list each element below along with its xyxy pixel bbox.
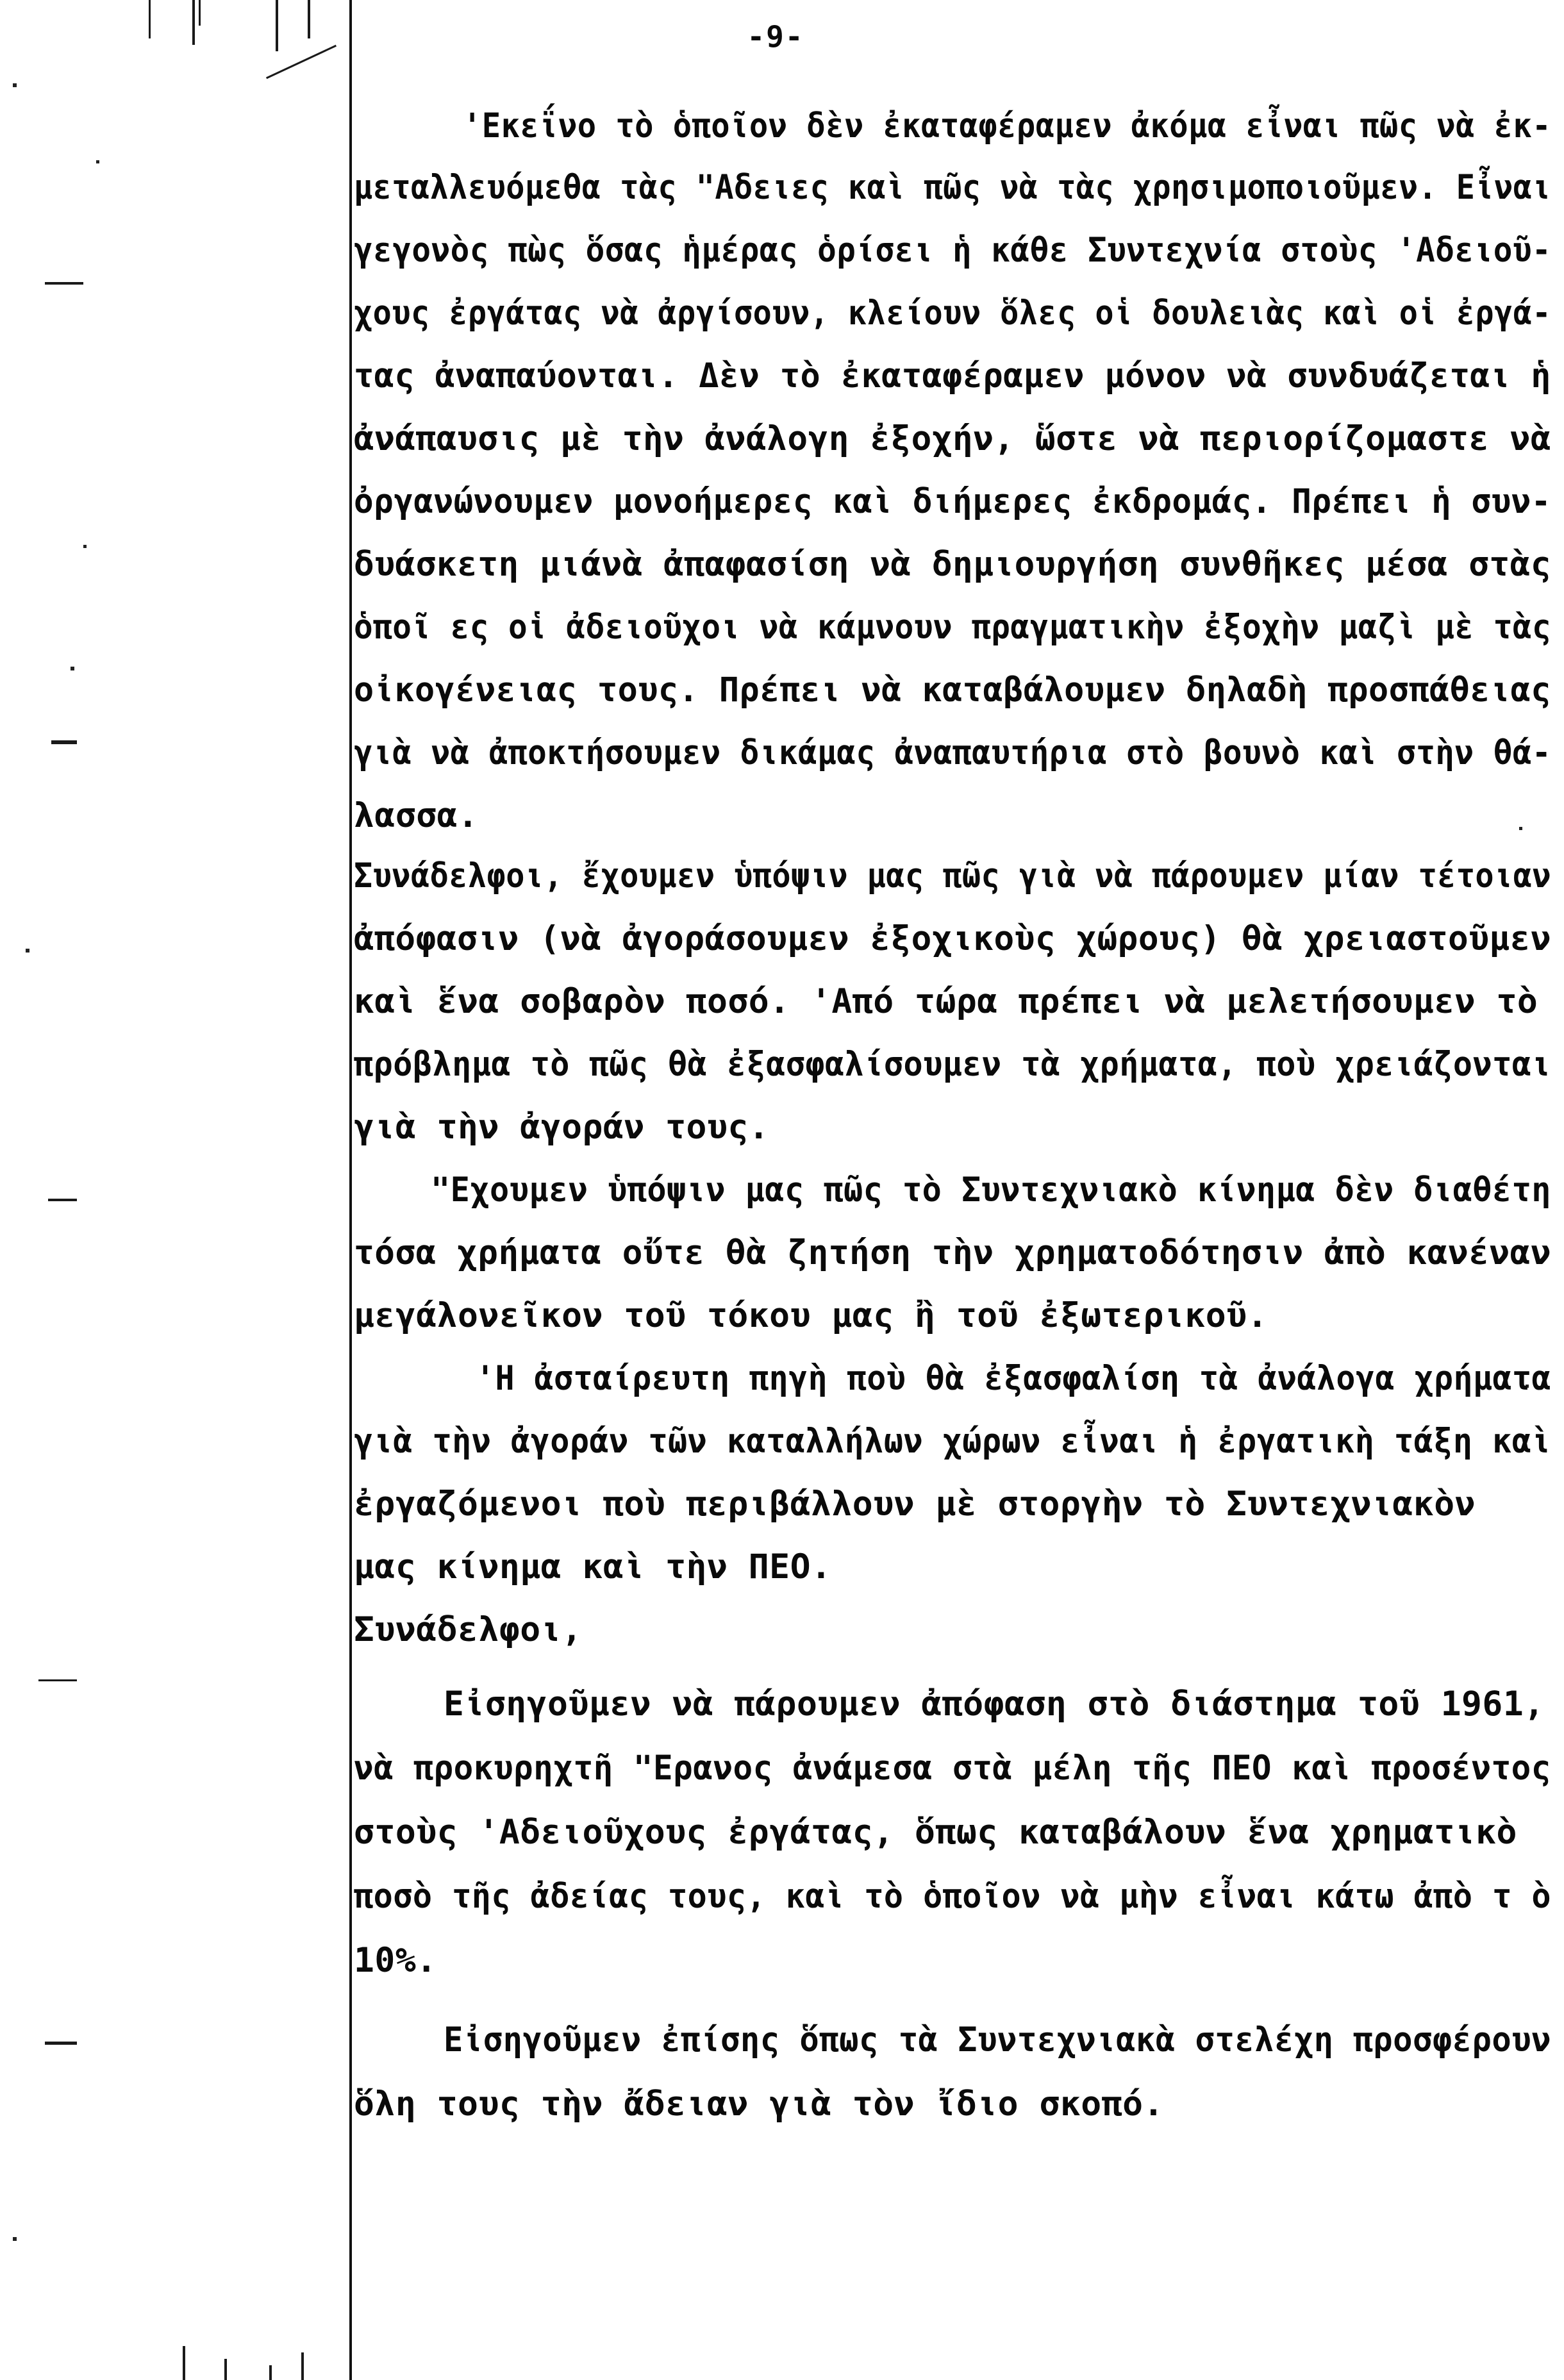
scan-mark bbox=[199, 0, 201, 26]
scan-mark bbox=[183, 2346, 185, 2380]
text-line: 'Εκεΐνο τὸ ὁποῖον δὲν ἐκαταφέραμεν ἀκόμα εἶναι πῶς νὰ ἐκ- bbox=[463, 106, 1552, 146]
text-line: ἀνάπαυσις μὲ τὴν ἀνάλογη ἐξοχήν, ὥστε νὰ περιορίζομαστε νὰ bbox=[354, 419, 1552, 458]
text-line: πρόβλημα τὸ πῶς θὰ ἐξασφαλίσουμεν τὰ χρήματα, ποὺ χρειάζονται bbox=[354, 1045, 1552, 1084]
scan-speck bbox=[71, 667, 74, 670]
scan-speck bbox=[13, 2237, 17, 2241]
margin-rule bbox=[349, 0, 352, 2380]
text-line: Συνάδελφοι, bbox=[354, 1610, 583, 1649]
text-line: Εἰσηγοῦμεν νὰ πάρουμεν ἀπόφαση στὸ διάστημα τοῦ 1961, bbox=[444, 1685, 1545, 1724]
text-line: λασσα. bbox=[354, 796, 479, 835]
text-line: Συνάδελφοι, ἔχουμεν ὑπόψιν μας πῶς γιὰ νὰ πάρουμεν μίαν τέτοιαν bbox=[354, 856, 1551, 895]
scan-mark bbox=[45, 2042, 77, 2045]
text-line: στοὺς 'Αδειοῦχους ἐργάτας, ὅπως καταβάλουν ἕνα χρηματικὸ bbox=[354, 1813, 1517, 1852]
scan-mark bbox=[192, 0, 195, 45]
text-line: τόσα χρήματα οὔτε θὰ ζητήση τὴν χρηματοδότησιν ἀπὸ κανέναν bbox=[354, 1233, 1552, 1272]
text-line: 10%. bbox=[354, 1941, 437, 1980]
scan-left-margin bbox=[0, 0, 349, 2380]
text-line: "Εχουμεν ὑπόψιν μας πῶς τὸ Συντεχνιακὸ κίνημα δὲν διαθέτη bbox=[431, 1170, 1551, 1210]
scan-mark bbox=[224, 2359, 227, 2380]
text-line: ἐργαζόμενοι ποὺ περιβάλλουν μὲ στοργὴν τὸ Συντεχνιακὸν bbox=[354, 1485, 1476, 1524]
scan-mark bbox=[38, 1679, 77, 1681]
text-line: οἰκογένειας τους. Πρέπει νὰ καταβάλουμεν δηλαδὴ προσπάθειας bbox=[354, 670, 1551, 710]
text-line: ὁποῖ ες οἱ ἀδειοῦχοι νὰ κάμνουν πραγματικὴν ἐξοχὴν μαζὶ μὲ τὰς bbox=[354, 608, 1552, 647]
scan-speck bbox=[96, 160, 99, 163]
scan-speck bbox=[13, 83, 17, 87]
text-line: τας ἀναπαύονται. Δὲν τὸ ἐκαταφέραμεν μόνον νὰ συνδυάζεται ἡ bbox=[354, 356, 1551, 395]
scan-mark bbox=[276, 0, 278, 51]
text-line: ἀπόφασιν (νὰ ἀγοράσουμεν ἐξοχικοὺς χώρους) θὰ χρειαστοῦμεν bbox=[354, 919, 1552, 958]
text-line: ὀργανώνουμεν μονοήμερες καὶ διήμερες ἐκδρομάς. Πρέπει ἡ συν- bbox=[354, 482, 1551, 521]
text-line: γιὰ τὴν ἀγοράν τῶν καταλλήλων χώρων εἶναι ἡ ἐργατικὴ τάξη καὶ bbox=[354, 1422, 1552, 1461]
text-line: μεγάλονεῖκον τοῦ τόκου μας ἢ τοῦ ἐξωτερικοῦ. bbox=[354, 1296, 1268, 1335]
scan-mark bbox=[149, 0, 151, 38]
scan-mark bbox=[48, 1199, 77, 1201]
scan-speck bbox=[83, 545, 87, 548]
scan-mark bbox=[51, 740, 77, 744]
scan-speck bbox=[26, 949, 29, 953]
text-line: γεγονὸς πὼς ὅσας ἡμέρας ὁρίσει ἡ κάθε Συντεχνία στοὺς 'Αδειοῦ- bbox=[354, 231, 1552, 270]
scan-speck bbox=[1519, 827, 1522, 830]
page-number: -9- bbox=[747, 19, 804, 54]
text-line: γιὰ τὴν ἀγοράν τους. bbox=[354, 1108, 770, 1147]
scan-mark bbox=[308, 0, 310, 38]
text-line: χους ἐργάτας νὰ ἀργίσουν, κλείουν ὅλες οἱ δουλειὰς καὶ οἱ ἐργά- bbox=[354, 294, 1551, 333]
scan-mark bbox=[45, 282, 83, 285]
text-line: Εἰσηγοῦμεν ἐπίσης ὅπως τὰ Συντεχνιακὰ στελέχη προσφέρουν bbox=[444, 2020, 1551, 2060]
text-line: μας κίνημα καὶ τὴν ΠΕΟ. bbox=[354, 1547, 832, 1586]
text-line: μεταλλευόμεθα τὰς "Αδειες καὶ πῶς νὰ τὰς χρησιμοποιοῦμεν. Εἶναι bbox=[354, 168, 1551, 207]
text-line: ποσὸ τῆς ἀδείας τους, καὶ τὸ ὁποῖον νὰ μὴν εἶναι κάτω ἀπὸ τ ὸ bbox=[354, 1877, 1552, 1916]
text-line: γιὰ νὰ ἀποκτήσουμεν δικάμας ἀναπαυτήρια στὸ βουνὸ καὶ στὴν θά- bbox=[354, 733, 1552, 772]
scan-mark bbox=[301, 2352, 304, 2380]
text-line: καὶ ἕνα σοβαρὸν ποσό. 'Από τώρα πρέπει νὰ μελετήσουμεν τὸ bbox=[354, 982, 1538, 1021]
text-line: 'Η ἀσταίρευτη πηγὴ ποὺ θὰ ἐξασφαλίση τὰ ἀνάλογα χρήματα bbox=[476, 1359, 1552, 1398]
text-line: νὰ προκυρηχτῆ "Ερανος ἀνάμεσα στὰ μέλη τῆς ΠΕΟ καὶ προσέντος bbox=[354, 1749, 1551, 1788]
text-line: δυάσκετη μιάνὰ ἀπαφασίση νὰ δημιουργήση συνθῆκες μέσα στὰς bbox=[354, 545, 1552, 584]
scan-mark bbox=[269, 2365, 272, 2380]
text-line: ὅλη τους τὴν ἄδειαν γιὰ τὸν ἴδιο σκοπό. bbox=[354, 2085, 1164, 2124]
